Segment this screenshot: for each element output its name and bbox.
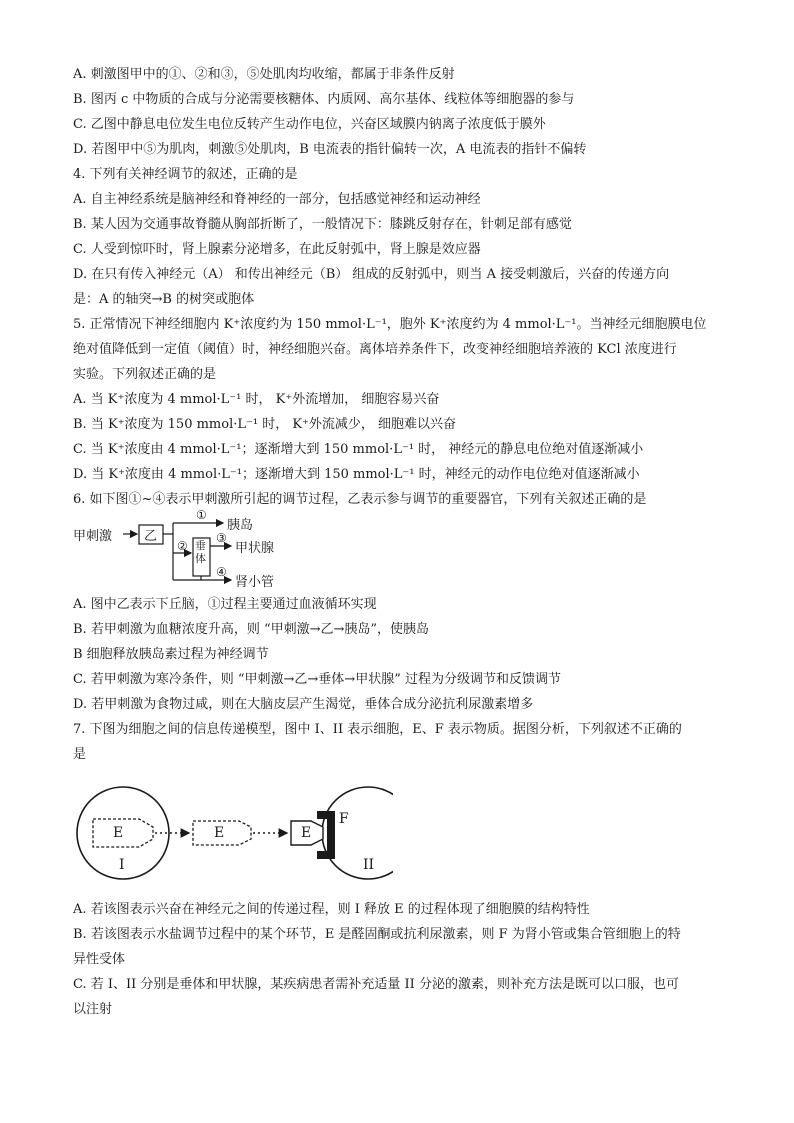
option-line: D. 当 K⁺浓度由 4 mmol·L⁻¹；逐渐增大到 150 mmol·L⁻¹ 时，神经元的动作电位绝对值逐渐减小 [73,467,640,482]
option-line: D. 若图甲中⑤为肌肉，刺激⑤处肌肉，B 电流表的指针偏转一次，A 电流表的指针不偏转 [73,142,587,157]
option-line: C. 乙图中静息电位发生电位反转产生动作电位，兴奋区域膜内钠离子浓度低于膜外 [73,117,546,132]
question-stem: 6. 如下图①~④表示甲刺激所引起的调节过程，乙表示参与调节的重要器官，下列有关叙述正确的是 [73,492,647,507]
tubule-label: 肾小管 [235,575,275,590]
e-label-bound: E [301,825,312,841]
question-7 [73,717,725,1022]
path-1-number: ① [196,508,207,522]
cell-1-label: I [119,857,125,873]
option-line: 是：A 的轴突→B 的树突或胞体 [73,292,255,307]
question-stem: 实验。下列叙述正确的是 [73,367,217,382]
question-stem: 4. 下列有关神经调节的叙述，正确的是 [73,167,298,182]
f-label: F [339,811,349,827]
path-3-number: ③ [216,531,227,545]
option-line: A. 若该图表示兴奋在神经元之间的传递过程，则 I 释放 E 的过程体现了细胞膜的结构特性 [73,902,590,917]
option-line: B. 某人因为交通事故脊髓从胸部折断了，一般情况下：膝跳反射存在，针刺足部有感觉 [73,217,572,232]
path-2-number: ② [177,539,188,553]
question-stem: 绝对值降低到一定值（阈值）时，神经细胞兴奋。离体培养条件下，改变神经细胞培养液的 KCl 浓度进行 [73,342,677,357]
option-line: D. 在只有传入神经元（A） 和传出神经元（B） 组成的反射弧中，则当 A 接受刺激后，兴奋的传递方向 [73,267,670,282]
stimulus-label: 甲刺激 [73,529,113,544]
thyroid-label: 甲状腺 [235,541,275,556]
option-line: 以注射 [73,1002,113,1017]
path-4-number: ④ [216,565,227,579]
islet-label: 胰岛 [227,518,254,533]
option-line: B 细胞释放胰岛素过程为神经调节 [73,647,269,662]
option-line: D. 若甲刺激为食物过咸，则在大脑皮层产生渴觉，垂体合成分泌抗利尿激素增多 [73,697,534,712]
question-4 [73,162,725,312]
regulation-diagram [73,508,725,590]
option-line: B. 若甲刺激为血糖浓度升高，则 “甲刺激→乙→胰岛”，使胰岛 [73,622,430,637]
e-label-cell-1: E [113,825,124,841]
question-3-options [73,62,725,162]
question-stem: 5. 正常情况下神经细胞内 K⁺浓度约为 150 mmol·L⁻¹，胞外 K⁺浓度约为 4 mmol·L⁻¹。当神经元细胞膜电位 [73,317,707,332]
option-line: C. 当 K⁺浓度由 4 mmol·L⁻¹；逐渐增大到 150 mmol·L⁻¹ 时， 神经元的静息电位绝对值逐渐减小 [73,442,644,457]
option-line: C. 若甲刺激为寒冷条件，则 “甲刺激→乙→垂体→甲状腺” 过程为分级调节和反馈调节 [73,672,561,687]
signal-transmission-diagram [73,781,725,891]
option-line: C. 若 I、II 分别是垂体和甲状腺，某疾病患者需补充适量 II 分泌的激素，则补充方法是既可以口服，也可 [73,977,679,992]
cell-2-label: II [363,857,375,873]
exam-page [73,62,725,1022]
option-line: 异性受体 [73,952,126,967]
question-stem: 7. 下图为细胞之间的信息传递模型，图中 I、II 表示细胞，E、F 表示物质。据图分析，下列叙述不正确的 [73,722,682,737]
option-line: B. 当 K⁺浓度为 150 mmol·L⁻¹ 时， K⁺外流减少， 细胞难以兴奋 [73,417,457,432]
option-line: A. 刺激图甲中的①、②和③，⑤处肌肉均收缩，都属于非条件反射 [73,67,455,82]
organ-label: 乙 [144,529,158,544]
question-stem: 是 [73,747,87,762]
option-line: A. 自主神经系统是脑神经和脊神经的一部分，包括感觉神经和运动神经 [73,192,481,207]
question-6 [73,487,725,717]
question-5 [73,312,725,487]
option-line: B. 图丙 c 中物质的合成与分泌需要核糖体、内质网、高尔基体、线粒体等细胞器的参与 [73,92,575,107]
pituitary-label: 垂体 [195,539,206,565]
option-line: A. 图中乙表示下丘脑，①过程主要通过血液循环实现 [73,597,377,612]
option-line: A. 当 K⁺浓度为 4 mmol·L⁻¹ 时， K⁺外流增加， 细胞容易兴奋 [73,392,440,407]
option-line: C. 人受到惊吓时，肾上腺素分泌增多，在此反射弧中，肾上腺是效应器 [73,242,481,257]
option-line: B. 若该图表示水盐调节过程中的某个环节，E 是醛固酮或抗利尿激素，则 F 为肾小管或集合管细胞上的特 [73,927,681,942]
e-label-free: E [214,825,225,841]
